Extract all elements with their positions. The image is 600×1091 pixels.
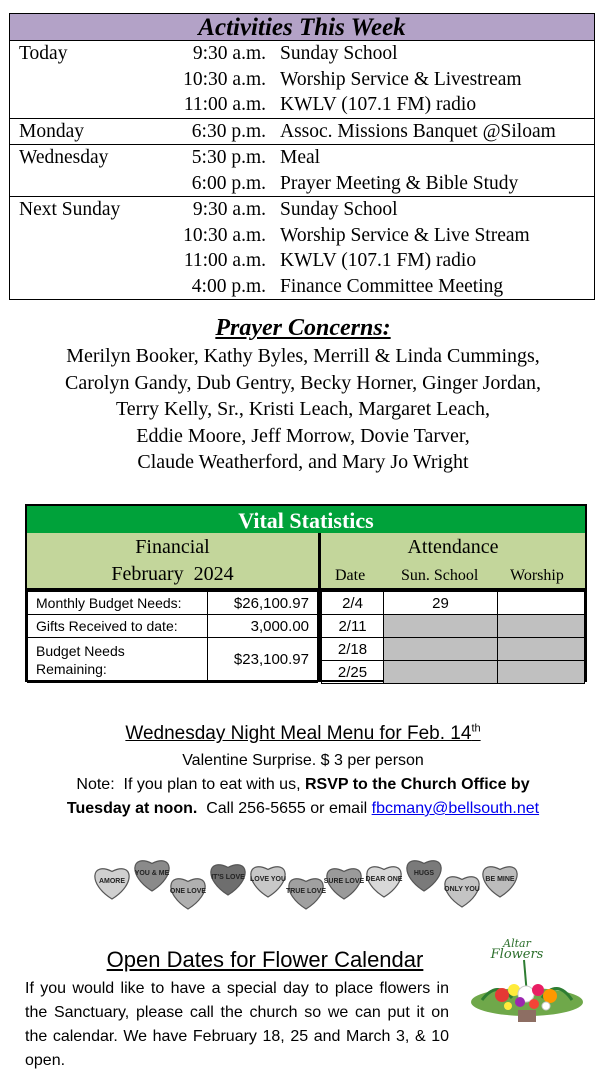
vital-statistics-title: Vital Statistics	[27, 506, 585, 533]
financial-header	[27, 533, 318, 588]
activity-event: KWLV (107.1 FM) radio	[280, 250, 477, 271]
attendance-date: 2/18	[322, 638, 384, 661]
attendance-worship	[498, 638, 585, 661]
table-row	[322, 615, 585, 638]
prayer-line: Eddie Moore, Jeff Morrow, Dovie Tarver,	[136, 424, 470, 447]
altar-flowers-logo-text	[482, 938, 552, 960]
attendance-worship	[498, 592, 585, 615]
activity-event: Meal	[280, 145, 595, 171]
activity-time: 9:30 a.m.	[164, 41, 280, 67]
activity-event: Sunday School	[280, 41, 595, 67]
financial-amount: $23,100.97	[208, 638, 318, 683]
prayer-title: Prayer Concerns:	[215, 315, 391, 341]
email-link[interactable]: fbcmany@bellsouth.net	[371, 800, 540, 817]
candy-hearts-graphic	[90, 848, 530, 928]
attendance-heading: Attendance	[407, 536, 499, 558]
meal-title-sup: th	[471, 723, 481, 735]
activity-time: 11:00 a.m.	[183, 250, 266, 271]
col-worship: Worship	[510, 567, 564, 584]
meal-rsvp: RSVP to the Church Office by	[304, 776, 530, 793]
col-sunday-school: Sun. School	[401, 567, 479, 584]
col-date: Date	[335, 567, 366, 584]
activity-row	[9, 92, 595, 118]
candy-heart-text: SURE LOVE	[323, 878, 365, 885]
candy-heart	[95, 869, 129, 899]
activity-event: Sunday School	[280, 197, 595, 223]
candy-heart	[444, 877, 480, 907]
table-row	[322, 592, 585, 615]
activity-event: KWLV (107.1 FM) radio	[280, 92, 595, 118]
activity-day: Monday	[9, 118, 164, 145]
financial-amount: $26,100.97	[208, 592, 318, 615]
activity-day	[9, 248, 164, 274]
table-row	[322, 661, 585, 684]
activity-time: 6:30 p.m.	[164, 118, 280, 145]
activity-row	[9, 223, 595, 249]
candy-heart	[170, 879, 207, 909]
activity-time: 5:30 p.m.	[164, 145, 280, 171]
activity-time: 6:00 p.m.	[164, 171, 280, 197]
activity-day	[9, 274, 164, 300]
financial-amount: 3,000.00	[208, 615, 318, 638]
activities-table	[9, 40, 595, 300]
candy-heart-text: TRUE LOVE	[285, 888, 327, 895]
prayer-line: Carolyn Gandy, Dub Gentry, Becky Horner, Ginger Jordan,	[65, 371, 541, 394]
vital-statistics-box	[25, 504, 587, 682]
meal-title	[0, 723, 600, 745]
meal-note-text: Note: If you plan to eat with us,	[76, 776, 305, 793]
financial-period: February 2024	[111, 563, 234, 585]
activity-time: 10:30 a.m.	[183, 224, 266, 246]
meal-deadline: Tuesday at noon.	[66, 800, 198, 817]
activity-row	[9, 67, 595, 93]
financial-heading: Financial	[135, 536, 210, 558]
activity-time: 11:00 a.m.	[164, 92, 280, 118]
attendance-worship	[498, 661, 585, 684]
candy-heart	[211, 865, 245, 895]
table-row	[28, 638, 318, 683]
activity-row	[9, 274, 595, 300]
candy-heart	[483, 867, 517, 897]
attendance-date: 2/11	[322, 615, 384, 638]
attendance-date: 2/25	[322, 661, 384, 684]
activity-time: 10:30 a.m.	[183, 68, 266, 90]
candy-heart-text: BE MINE	[485, 876, 515, 883]
logo-line: Altar	[503, 937, 531, 950]
prayer-line: Terry Kelly, Sr., Kristi Leach, Margaret Leach,	[115, 398, 490, 420]
financial-table	[27, 591, 318, 683]
activity-time: 4:00 p.m.	[164, 274, 280, 300]
attendance-table	[321, 591, 585, 684]
activity-day: Today	[9, 41, 164, 67]
activity-row	[9, 171, 595, 197]
activity-event: Worship Service & Livestream	[280, 68, 522, 90]
prayer-names	[0, 343, 600, 476]
attendance-worship	[498, 615, 585, 638]
candy-heart	[366, 867, 403, 897]
activity-row	[9, 145, 595, 171]
candy-heart	[250, 867, 286, 897]
activity-time: 9:30 a.m.	[164, 197, 280, 223]
activity-day	[9, 92, 164, 118]
activity-event: Finance Committee Meeting	[280, 274, 595, 300]
prayer-line: Claude Weatherford, and Mary Jo Wright	[137, 451, 469, 473]
meal-note	[0, 776, 600, 794]
attendance-header	[321, 533, 585, 588]
meal-contact-text: Call 256-5655 or email	[197, 800, 372, 817]
activity-day: Wednesday	[9, 145, 164, 171]
logo-line: Flowers	[490, 947, 544, 962]
activity-day	[9, 171, 164, 197]
activity-event: Worship Service & Live Stream	[280, 224, 530, 246]
candy-heart	[407, 861, 441, 891]
candy-heart-text: IT'S LOVE	[211, 874, 245, 881]
activity-day: Next Sunday	[9, 197, 164, 223]
attendance-sunday-school	[384, 661, 498, 684]
activity-row	[9, 197, 595, 223]
activity-event: Prayer Meeting & Bible Study	[280, 171, 595, 197]
activity-event: Assoc. Missions Banquet @Siloam	[280, 118, 595, 145]
prayer-line: Merilyn Booker, Kathy Byles, Merrill & Linda Cummings,	[66, 345, 540, 367]
activity-day	[9, 223, 164, 249]
attendance-date: 2/4	[322, 592, 384, 615]
financial-label: Budget Needs Remaining:	[28, 638, 208, 683]
candy-heart-text: LOVE YOU	[249, 876, 287, 883]
table-row	[28, 592, 318, 615]
meal-title-text: Wednesday Night Meal Menu for Feb. 14	[125, 723, 472, 745]
activity-day	[9, 67, 164, 93]
candy-heart-text: ONLY YOU	[444, 886, 480, 893]
table-row	[322, 638, 585, 661]
activity-row	[9, 41, 595, 67]
candy-heart-text: DEAR ONE	[365, 876, 403, 883]
candy-heart	[324, 869, 365, 899]
meal-menu: Valentine Surprise. $ 3 per person	[182, 752, 424, 769]
candy-heart-text: YOU & ME	[134, 870, 170, 877]
candy-heart	[135, 861, 170, 891]
attendance-sunday-school: 29	[384, 592, 498, 615]
meal-contact	[0, 800, 600, 818]
candy-heart-text: HUGS	[413, 870, 435, 877]
attendance-sunday-school	[384, 615, 498, 638]
flower-calendar-text: If you would like to have a special day to place flowers in the Sanctuary, please call the church so we can put it on the calendar. We have February 18, 25 and March 3, & 10 open.	[25, 980, 449, 1069]
candy-heart	[286, 879, 326, 909]
candy-heart-text: AMORE	[98, 878, 126, 885]
candy-heart-text: ONE LOVE	[169, 888, 207, 895]
table-row	[28, 615, 318, 638]
activity-row	[9, 248, 595, 274]
activities-title: Activities This Week	[9, 13, 595, 41]
financial-label: Gifts Received to date:	[28, 615, 208, 638]
attendance-sunday-school	[384, 638, 498, 661]
financial-label: Monthly Budget Needs:	[28, 592, 208, 615]
flower-calendar-title: Open Dates for Flower Calendar	[106, 947, 424, 972]
activity-row	[9, 118, 595, 145]
